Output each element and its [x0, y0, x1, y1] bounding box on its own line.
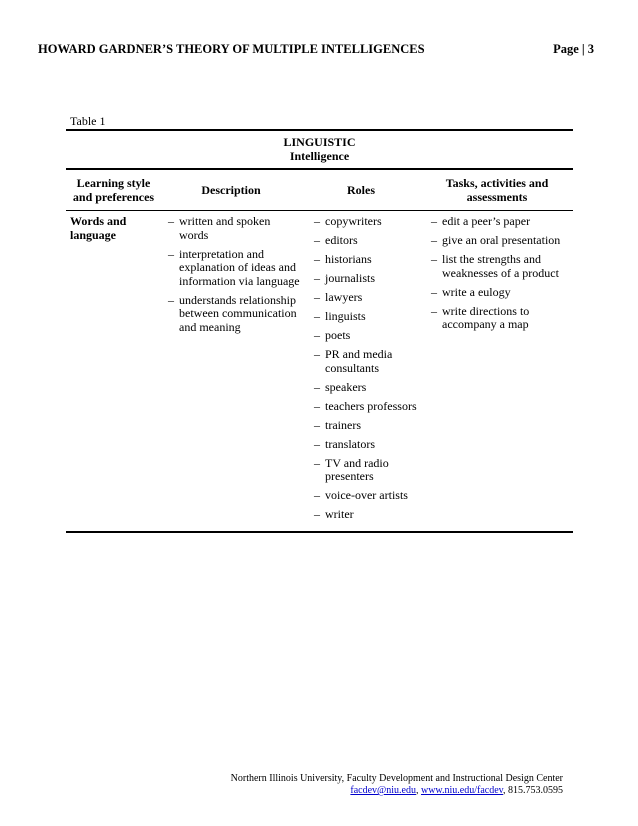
- column-header-learning-style: Learning style and preferences: [72, 176, 155, 204]
- footer-contact: [150, 785, 563, 797]
- website-link[interactable]: www.niu.edu/facdev: [420, 785, 503, 796]
- column-header-roles: Roles: [347, 183, 375, 197]
- list-item: – PR and media consultants: [314, 348, 421, 375]
- list-item: – linguists: [314, 310, 421, 324]
- column-headers: [66, 170, 573, 210]
- list-item: – copywriters: [314, 215, 421, 229]
- footer-separator: ,: [415, 785, 421, 796]
- list-item: – trainers: [314, 419, 421, 433]
- list-item: – understands relationship between communication and meaning: [168, 294, 301, 335]
- list-item: – teachers professors: [314, 400, 421, 414]
- list-item: – give an oral presentation: [431, 234, 573, 248]
- footer-phone: , 815.753.0595: [503, 785, 563, 796]
- table-title: [66, 131, 573, 168]
- description-cell: [161, 215, 301, 527]
- list-item: – TV and radio presenters: [314, 457, 421, 484]
- list-item: – lawyers: [314, 291, 421, 305]
- page-header: [38, 42, 594, 57]
- table-row: [66, 211, 573, 533]
- list-item: – editors: [314, 234, 421, 248]
- tasks-cell: [421, 215, 573, 527]
- list-item: – interpretation and explanation of ideas and information via language: [168, 248, 301, 289]
- list-item: – edit a peer’s paper: [431, 215, 573, 229]
- list-item: – write a eulogy: [431, 286, 573, 300]
- list-item: – write directions to accompany a map: [431, 305, 573, 332]
- list-item: – translators: [314, 438, 421, 452]
- list-item: – speakers: [314, 381, 421, 395]
- intelligence-table: [66, 129, 573, 533]
- learning-style-cell: Words and language: [70, 214, 127, 242]
- page-footer: [150, 773, 563, 797]
- column-header-description: Description: [201, 183, 261, 197]
- list-item: – historians: [314, 253, 421, 267]
- list-item: – writer: [314, 508, 421, 522]
- document-title: HOWARD GARDNER’S THEORY OF MULTIPLE INTELLIGENCES: [38, 42, 425, 56]
- list-item: – voice-over artists: [314, 489, 421, 503]
- list-item: – poets: [314, 329, 421, 343]
- column-header-tasks: Tasks, activities and assessments: [445, 176, 549, 204]
- list-item: – written and spoken words: [168, 215, 301, 242]
- table-title-main: LINGUISTIC: [283, 135, 356, 149]
- footer-institution: Northern Illinois University, Faculty Development and Instructional Design Center: [230, 773, 563, 784]
- table-title-sub: Intelligence: [289, 149, 350, 163]
- table-caption: Table 1: [70, 114, 106, 128]
- roles-cell: [301, 215, 421, 527]
- list-item: – journalists: [314, 272, 421, 286]
- list-item: – list the strengths and weaknesses of a product: [431, 253, 573, 280]
- page-number: Page | 3: [553, 42, 594, 56]
- email-link[interactable]: facdev@niu.edu: [350, 785, 416, 796]
